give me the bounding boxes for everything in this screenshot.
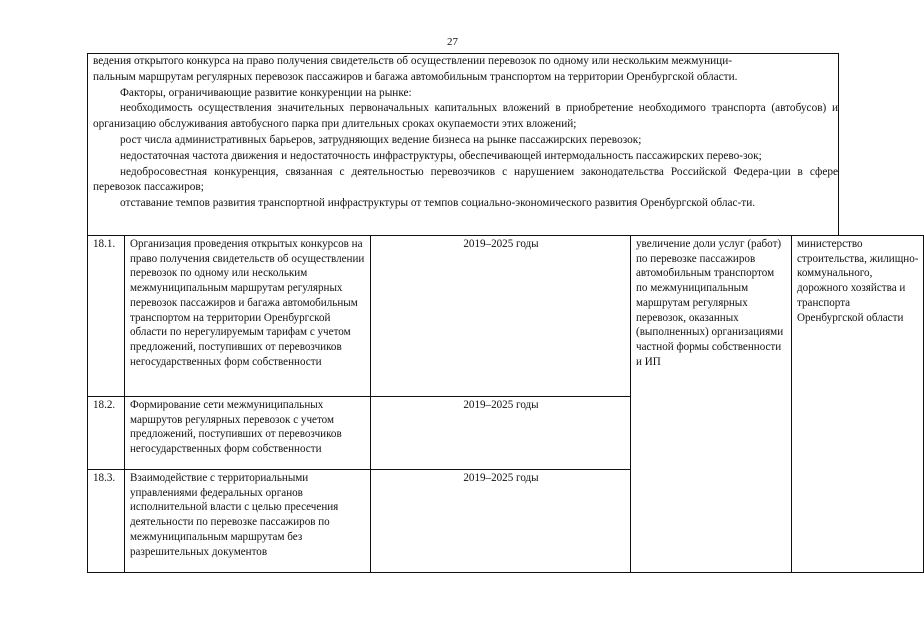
- measures-table: [87, 235, 924, 573]
- intro-section: [87, 53, 839, 235]
- factor-item: необходимость осуществления значительных первоначальных капитальных вложений в приобретение необходимого транспорта (автобусов) и организацию обслуживания автобусного парка при длительных сроках окупаемости этих вложений;: [93, 102, 838, 131]
- row-number: 18.3.: [88, 470, 125, 573]
- intro-line: пальным маршрутам регулярных перевозок пассажиров и багажа автомобильным транспортом на территории Оренбургской области.: [93, 70, 738, 83]
- responsible-text: министерство строительства, жилищно-коммунального, дорожного хозяйства и транспорта Оренбургской области: [792, 236, 924, 573]
- period-text: 2019–2025 годы: [371, 236, 631, 397]
- period-text: 2019–2025 годы: [371, 397, 631, 470]
- table-row: [88, 236, 924, 397]
- intro-line: ведения открытого конкурса на право получения свидетельств об осуществлении перевозок по одному или нескольким межмуници-: [93, 55, 733, 67]
- row-number: 18.2.: [88, 397, 125, 470]
- factor-item: отставание темпов развития транспортной инфраструктуры от темпов социально-экономического развития Оренбургской облас-ти.: [120, 197, 756, 210]
- page-number: 27: [447, 36, 458, 48]
- factor-item: недостаточная частота движения и недостаточность инфраструктуры, обеспечивающей интермодальность пассажирских перево-зок;: [120, 149, 762, 162]
- row-number: 18.1.: [88, 236, 125, 397]
- measure-text: Формирование сети межмуниципальных маршрутов регулярных перевозок с учетом предложений, поступивших от перевозчиков негосударственных форм собственности: [125, 397, 371, 470]
- factor-item: рост числа административных барьеров, затрудняющих ведение бизнеса на рынке пассажирских перевозок;: [120, 133, 642, 146]
- factor-item: недобросовестная конкуренция, связанная с деятельностью перевозчиков с нарушением законодательства Российской Федера-ции в сфере перевозок пассажиров;: [93, 165, 838, 194]
- measure-text: Взаимодействие с территориальными управлениями федеральных органов исполнительной власти с целью пресечения деятельности по перевозке пассажиров по межмуниципальным маршрутам без разрешительных документов: [125, 470, 371, 573]
- period-text: 2019–2025 годы: [371, 470, 631, 573]
- factors-heading: Факторы, ограничивающие развитие конкуренции на рынке:: [120, 86, 412, 99]
- measure-text: Организация проведения открытых конкурсов на право получения свидетельств об осуществлении перевозок по одному или нескольким межмуниципальным маршрутам регулярных перевозок пассажиров и багажа автомобильным транспортом на территории Оренбургской области по нерегулируемым тарифам с учетом предложений, поступивших от перевозчиков негосударственных форм собственности: [125, 236, 371, 397]
- indicator-text: увеличение доли услуг (работ) по перевозке пассажиров автомобильным транспортом по межмуниципальным маршрутам регулярных перевозок, оказанных (выполненных) организациями частной формы собственности и ИП: [631, 236, 792, 573]
